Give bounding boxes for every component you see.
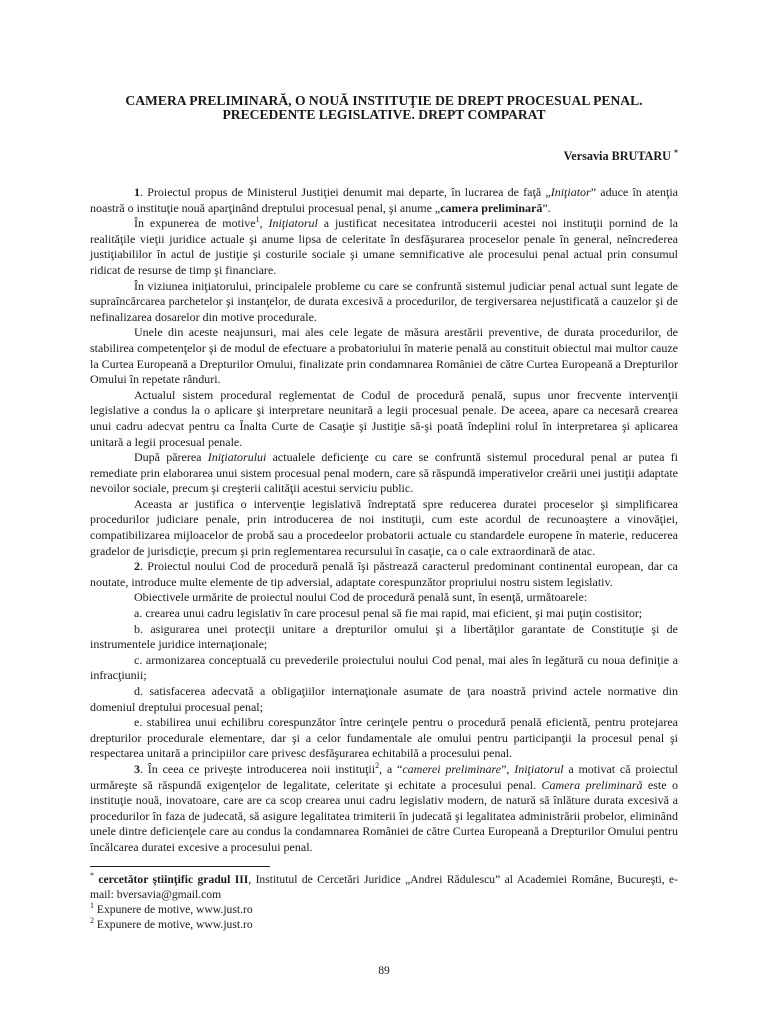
p10-text-b: , a “ — [379, 761, 403, 776]
list-item-d: d. satisfacerea adecvată a obligaţiilor internaţionale asumate de ţara noastră privind actele normative din domeniul dreptului procesual penal; — [90, 684, 678, 714]
list-item-e: e. stabilirea unui echilibru corespunzător între cerinţele pentru o procedură penală eficientă, pentru protejarea drepturilor procedurale elementare, dar şi a celor fundamentale ale omului pentru participanţii la procesul penal şi respectarea unitară a principiilor care privesc desfăşurarea echitabilă a procesului penal. — [90, 715, 678, 761]
p6-initiator: Iniţiatorului — [207, 450, 267, 465]
paragraph-9: Obiectivele urmărite de proiectul noului Cod de procedură penală sunt, în esenţă, următoarele: — [134, 590, 588, 605]
p1-camera-preliminara: camera preliminară — [440, 200, 543, 215]
list-item-b: b. asigurarea unei protecţii unitare a drepturilor omului şi a libertăţilor garantate de Constituţie şi de instrumentele juridice internaţionale; — [90, 621, 678, 652]
footnote-author — [90, 872, 678, 902]
p6-text-b: actualele deficienţe cu care se confruntă sistemul procedural penal ar putea fi remediate prin elaborarea unui sistem procesual penal modern, care să răspundă imperativelor creării unei justiţii adaptate nevoilor sociale, precum şi creşterii calităţii acestui serviciu public. — [90, 450, 678, 496]
footnote-separator — [90, 866, 270, 867]
paragraph-2 — [90, 216, 678, 278]
footnote-2-mark: 2 — [90, 916, 94, 925]
section-number-3: 3 — [134, 761, 140, 776]
p1-text-b: ” aduce în atenţia noastră o instituţie nouă aparţinând dreptului procesual penal, şi anume „ — [90, 185, 678, 215]
p2-initiator: Iniţiatorul — [268, 216, 318, 231]
list-item-c: c. armonizarea conceptuală cu prevederile proiectului noului Cod penal, mai ales în legătură cu noua definiţie a infracţiunii; — [90, 652, 678, 683]
article-title: CAMERA PRELIMINARĂ, O NOUĂ INSTITUŢIE DE DREPT PROCESUAL PENAL. PRECEDENTE LEGISLATIVE. DREPT COMPARAT — [125, 93, 643, 122]
footnote-ref-2[interactable]: 2 — [375, 760, 380, 770]
paragraph-4: Unele din aceste neajunsuri, mai ales cele legate de măsura arestării preventive, de durata procedurilor, de stabilirea competenţelor şi de modul de efectuare a probatoriului în materie penală au constituit obiectul mai multor cauze la Curtea Europeană a Drepturilor Omului, finalizate prin condamnarea României de către Curtea Europeană a Drepturilor Omului în repetate rânduri. — [90, 325, 678, 387]
p1-text-c: ”. — [542, 200, 551, 215]
p8-text: . Proiectul noului Cod de procedură penală îşi păstrează caracterul predominant continental european, dar ca noutate, introduce multe elemente de tip adversial, adaptate corespunzător propriului nostru sistem legislativ. — [90, 559, 678, 589]
author-name-text: Versavia BRUTARU — [563, 149, 671, 163]
p10-text-e: este o instituţie nouă, inovatoare, care are ca scop crearea unui cadru legislativ modern, de natură să înlăture durata excesivă a procedurilor în faza de judecată, să asigure legalitatea trimiterii în judecată şi legalitatea administrării probelor, eliminând unele dintre deficienţele care au condus la condamnarea României de către Curtea Europeană a Drepturilor Omului pentru încălcarea duratei excesive a procesului penal. — [90, 777, 678, 854]
footnote-author-text: , Institutul de Cercetări Juridice „Andrei Rădulescu” al Academiei Române, Bucureşti, e-mail: bversavia@gmail.com — [90, 873, 678, 901]
footnote-ref-1[interactable]: 1 — [255, 215, 260, 225]
p10-camera-preliminara: camerei preliminare — [402, 761, 502, 776]
list-item-a: a. crearea unui cadru legislativ în care procesul penal să fie mai rapid, mai eficient, şi mai puţin costisitor; — [134, 606, 643, 621]
paragraph-8 — [90, 559, 678, 590]
author-name — [564, 146, 678, 163]
page-number: 89 — [378, 964, 390, 977]
paragraph-10 — [90, 762, 678, 856]
footnote-author-title: cercetător ştiinţific gradul III — [94, 873, 249, 886]
p2-text-b: , — [259, 216, 269, 231]
p2-text-c: a justificat necesitatea introducerii acestei noi instituţii pornind de la realităţile vieţii juridice actuale şi anume lipsa de celeritate în desfăşurarea proceselor penale în general, neîncrederea justiţiabililor în actul de justiţie şi costurile sociale şi umane semnificative ale procesului penal actual prin consumul ridicat de resurse de timp şi financiare. — [90, 216, 678, 277]
footnote-author-mark: * — [90, 871, 94, 880]
footnote-1-text: Expunere de motive, www.just.ro — [94, 903, 253, 916]
p1-initiator: Iniţiator — [550, 185, 591, 199]
paragraph-3: În viziunea iniţiatorului, principalele probleme cu care se confruntă sistemul judiciar penal actual sunt legate de supraîncărcarea parchetelor şi instanţelor, de durata excesivă a procedurilor, de tergiversarea nejustificată a cauzelor şi de nefinalizarea dosarelor din motive procedurale. — [90, 278, 678, 324]
p10-text-a: . În ceea ce priveşte introducerea noii instituţii — [140, 761, 376, 776]
footnote-2 — [90, 917, 678, 932]
paragraph-6 — [90, 450, 678, 497]
article-body — [90, 185, 678, 856]
p10-text-c: ”, — [501, 761, 515, 776]
footnote-2-text: Expunere de motive, www.just.ro — [94, 918, 253, 931]
p10-camera-preliminara-2: Camera preliminară — [541, 777, 643, 792]
section-number-1: 1 — [134, 185, 140, 199]
section-number-2: 2 — [134, 559, 140, 574]
p10-text-d: a motivat că proiectul urmăreşte să răspundă exigenţelor de legalitate, celeritate şi echitate a procesului penal. — [90, 761, 678, 792]
p6-text-a: După părerea — [134, 450, 208, 465]
p2-text-a: În expunerea de motive — [134, 216, 256, 231]
footnotes — [90, 872, 678, 932]
p1-text-a: . Proiectul propus de Ministerul Justiţiei denumit mai departe, în lucrarea de faţă „ — [140, 185, 551, 199]
author-footnote-mark[interactable]: * — [674, 148, 678, 157]
paragraph-7: Aceasta ar justifica o intervenţie legislativă îndreptată spre reducerea duratei proceselor şi simplificarea procedurilor judiciare penale, prin introducerea de noi instituţii, cum este acordul de recunoaştere a vinovăţiei, compatibilizarea mijloacelor de probă sau a procedeelor probatorii actuale cu standardele europene în materie, reducerea gradelor de jurisdicţie, precum şi prin reglementarea recursului în casaţie, ca o cale extraordinară de atac. — [90, 496, 678, 558]
p10-initiator: Iniţiatorul — [514, 761, 564, 776]
paragraph-1 — [90, 185, 678, 216]
footnote-1-mark: 1 — [90, 901, 94, 910]
footnote-1 — [90, 902, 678, 917]
paragraph-5: Actualul sistem procedural reglementat de Codul de procedură penală, supus unor frecvente intervenţii legislative a condus la o aplicare şi interpretare neunitară a legii procesual penale. De aceea, apare ca necesară crearea unui cadru adecvat pentru ca Înalta Curte de Casaţie şi Justiţie să-şi poată îndeplini rolul în interpretarea şi aplicarea unitară a legii procesual penale. — [90, 387, 678, 449]
